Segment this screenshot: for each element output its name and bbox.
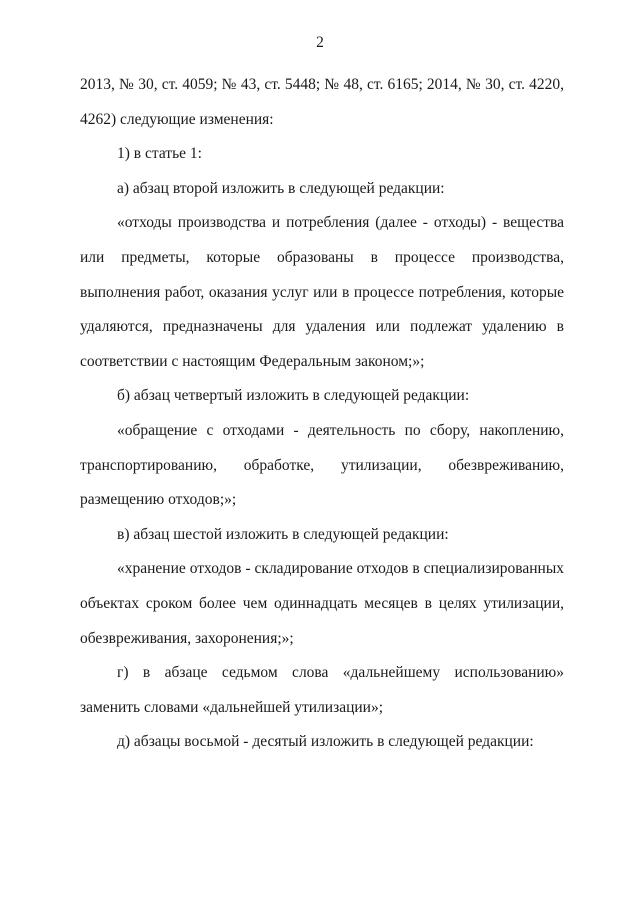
- paragraph-item-b: б) абзац четвертый изложить в следующей редакции:: [117, 387, 470, 405]
- paragraph-handling-definition: «обращение с отходами - деятельность по сбору, накоплению, транспортированию, обработке, утилизации, обезвреживанию, размещению отходов;»;: [80, 421, 564, 509]
- paragraph-item-a: а) абзац второй изложить в следующей редакции:: [117, 179, 445, 197]
- paragraph-waste-definition: «отходы производства и потребления (далее - отходы) - вещества или предметы, которые образованы в процессе производства, выполнения работ, оказания услуг или в процессе потребления, которые удаляются, предназначены для удаления или подлежат удалению в соответствии с настоящим Федеральным законом;»;: [80, 214, 564, 370]
- page-number: 2: [316, 34, 324, 51]
- paragraph-item-d: д) абзацы восьмой - десятый изложить в следующей редакции:: [117, 733, 534, 751]
- paragraph-continuation: 2013, № 30, ст. 4059; № 43, ст. 5448; № 48, ст. 6165; 2014, № 30, ст. 4220, 4262) следующие изменения:: [80, 76, 564, 128]
- paragraph-item-g: г) в абзаце седьмом слова «дальнейшему использованию» заменить словами «дальнейшей утилизации»;: [80, 664, 564, 716]
- paragraph-storage-definition: «хранение отходов - складирование отходов в специализированных объектах сроком более чем одиннадцать месяцев в целях утилизации, обезвреживания, захоронения;»;: [80, 560, 564, 647]
- paragraph-item-v: в) абзац шестой изложить в следующей редакции:: [117, 525, 449, 543]
- document-body: [80, 68, 564, 760]
- paragraph-article-1: 1) в статье 1:: [117, 145, 202, 163]
